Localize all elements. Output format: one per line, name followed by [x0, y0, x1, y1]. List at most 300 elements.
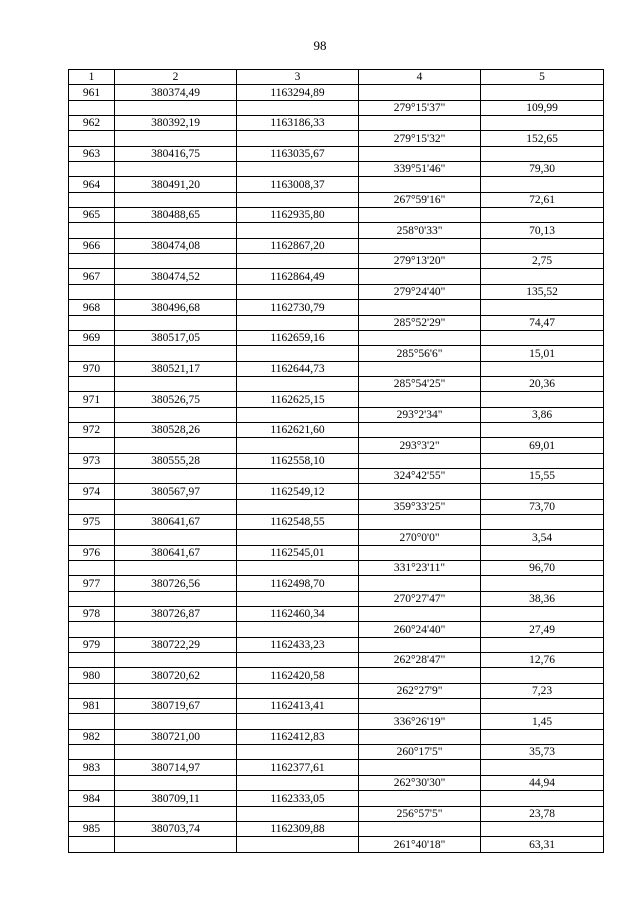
empty-cell [115, 407, 237, 422]
angle-cell: 293°3'2" [359, 438, 481, 453]
x-coordinate-cell: 380709,11 [115, 791, 237, 806]
table-row [69, 637, 604, 652]
empty-cell [69, 223, 115, 238]
point-number-cell: 962 [69, 116, 115, 131]
empty-cell [69, 837, 115, 852]
x-coordinate-cell: 380641,67 [115, 514, 237, 529]
y-coordinate-cell: 1162558,10 [237, 453, 359, 468]
angle-cell: 285°52'29" [359, 315, 481, 330]
x-coordinate-cell: 380392,19 [115, 116, 237, 131]
empty-cell [359, 392, 481, 407]
empty-cell [69, 407, 115, 422]
empty-cell [115, 100, 237, 115]
empty-cell [359, 821, 481, 836]
distance-cell: 79,30 [481, 162, 604, 177]
x-coordinate-cell: 380703,74 [115, 821, 237, 836]
y-coordinate-cell: 1162867,20 [237, 238, 359, 253]
distance-cell: 35,73 [481, 745, 604, 760]
table-row [69, 453, 604, 468]
angle-cell: 339°51'46" [359, 162, 481, 177]
empty-cell [115, 346, 237, 361]
empty-cell [359, 85, 481, 100]
empty-cell [481, 484, 604, 499]
empty-cell [69, 284, 115, 299]
distance-cell: 70,13 [481, 223, 604, 238]
distance-cell: 15,01 [481, 346, 604, 361]
empty-cell [359, 453, 481, 468]
table-row [69, 162, 604, 177]
angle-cell: 336°26'19" [359, 714, 481, 729]
empty-cell [115, 775, 237, 790]
empty-cell [237, 622, 359, 637]
empty-cell [69, 806, 115, 821]
x-coordinate-cell: 380720,62 [115, 668, 237, 683]
empty-cell [481, 821, 604, 836]
x-coordinate-cell: 380528,26 [115, 422, 237, 437]
empty-cell [237, 131, 359, 146]
table-row [69, 622, 604, 637]
empty-cell [69, 561, 115, 576]
table-body [69, 85, 604, 852]
angle-cell: 359°33'25" [359, 499, 481, 514]
header-col-1: 1 [69, 70, 115, 85]
table-row [69, 146, 604, 161]
angle-cell: 260°24'40" [359, 622, 481, 637]
empty-cell [115, 622, 237, 637]
table-row [69, 208, 604, 223]
distance-cell: 7,23 [481, 683, 604, 698]
empty-cell [115, 591, 237, 606]
distance-cell: 96,70 [481, 561, 604, 576]
table-row [69, 131, 604, 146]
empty-cell [115, 653, 237, 668]
x-coordinate-cell: 380488,65 [115, 208, 237, 223]
empty-cell [359, 607, 481, 622]
x-coordinate-cell: 380374,49 [115, 85, 237, 100]
table-row [69, 192, 604, 207]
distance-cell: 152,65 [481, 131, 604, 146]
angle-cell: 279°24'40" [359, 284, 481, 299]
y-coordinate-cell: 1162549,12 [237, 484, 359, 499]
empty-cell [115, 315, 237, 330]
x-coordinate-cell: 380726,56 [115, 576, 237, 591]
y-coordinate-cell: 1163186,33 [237, 116, 359, 131]
x-coordinate-cell: 380491,20 [115, 177, 237, 192]
table-row [69, 300, 604, 315]
distance-cell: 38,36 [481, 591, 604, 606]
y-coordinate-cell: 1162333,05 [237, 791, 359, 806]
empty-cell [359, 668, 481, 683]
distance-cell: 12,76 [481, 653, 604, 668]
empty-cell [115, 223, 237, 238]
angle-cell: 256°57'5" [359, 806, 481, 821]
empty-cell [69, 254, 115, 269]
empty-cell [69, 591, 115, 606]
empty-cell [237, 100, 359, 115]
empty-cell [237, 407, 359, 422]
angle-cell: 331°23'11" [359, 561, 481, 576]
x-coordinate-cell: 380641,67 [115, 545, 237, 560]
y-coordinate-cell: 1162412,83 [237, 729, 359, 744]
point-number-cell: 972 [69, 422, 115, 437]
y-coordinate-cell: 1163294,89 [237, 85, 359, 100]
table-row [69, 821, 604, 836]
table-row [69, 576, 604, 591]
empty-cell [237, 806, 359, 821]
table-row [69, 607, 604, 622]
empty-cell [359, 729, 481, 744]
y-coordinate-cell: 1162413,41 [237, 699, 359, 714]
empty-cell [237, 837, 359, 852]
empty-cell [69, 530, 115, 545]
table-row [69, 775, 604, 790]
table-row [69, 545, 604, 560]
distance-cell: 109,99 [481, 100, 604, 115]
distance-cell: 20,36 [481, 376, 604, 391]
empty-cell [115, 284, 237, 299]
table-row [69, 346, 604, 361]
table-row [69, 745, 604, 760]
x-coordinate-cell: 380496,68 [115, 300, 237, 315]
empty-cell [481, 637, 604, 652]
table-row [69, 116, 604, 131]
empty-cell [237, 192, 359, 207]
empty-cell [237, 745, 359, 760]
y-coordinate-cell: 1162625,15 [237, 392, 359, 407]
empty-cell [69, 346, 115, 361]
table-row [69, 561, 604, 576]
empty-cell [359, 146, 481, 161]
x-coordinate-cell: 380567,97 [115, 484, 237, 499]
empty-cell [481, 576, 604, 591]
empty-cell [481, 116, 604, 131]
table-row [69, 407, 604, 422]
empty-cell [237, 653, 359, 668]
angle-cell: 279°13'20" [359, 254, 481, 269]
empty-cell [115, 683, 237, 698]
header-col-5: 5 [481, 70, 604, 85]
empty-cell [69, 468, 115, 483]
empty-cell [237, 254, 359, 269]
point-number-cell: 979 [69, 637, 115, 652]
table-row [69, 530, 604, 545]
distance-cell: 27,49 [481, 622, 604, 637]
empty-cell [115, 376, 237, 391]
empty-cell [481, 146, 604, 161]
distance-cell: 72,61 [481, 192, 604, 207]
empty-cell [69, 315, 115, 330]
point-number-cell: 967 [69, 269, 115, 284]
empty-cell [69, 131, 115, 146]
table-row [69, 484, 604, 499]
x-coordinate-cell: 380719,67 [115, 699, 237, 714]
point-number-cell: 978 [69, 607, 115, 622]
empty-cell [481, 392, 604, 407]
table-row [69, 499, 604, 514]
point-number-cell: 983 [69, 760, 115, 775]
empty-cell [359, 760, 481, 775]
empty-cell [481, 668, 604, 683]
point-number-cell: 980 [69, 668, 115, 683]
x-coordinate-cell: 380721,00 [115, 729, 237, 744]
distance-cell: 74,47 [481, 315, 604, 330]
x-coordinate-cell: 380526,75 [115, 392, 237, 407]
empty-cell [481, 453, 604, 468]
x-coordinate-cell: 380416,75 [115, 146, 237, 161]
empty-cell [237, 499, 359, 514]
x-coordinate-cell: 380517,05 [115, 330, 237, 345]
table-row [69, 591, 604, 606]
empty-cell [115, 192, 237, 207]
table-row [69, 837, 604, 852]
point-number-cell: 974 [69, 484, 115, 499]
angle-cell: 262°28'47" [359, 653, 481, 668]
distance-cell: 23,78 [481, 806, 604, 821]
distance-cell: 135,52 [481, 284, 604, 299]
empty-cell [481, 514, 604, 529]
empty-cell [359, 300, 481, 315]
table-row [69, 729, 604, 744]
table-row [69, 714, 604, 729]
empty-cell [237, 315, 359, 330]
y-coordinate-cell: 1162433,23 [237, 637, 359, 652]
y-coordinate-cell: 1163035,67 [237, 146, 359, 161]
table-row [69, 238, 604, 253]
table-row [69, 791, 604, 806]
coordinates-table [68, 69, 604, 853]
y-coordinate-cell: 1162621,60 [237, 422, 359, 437]
empty-cell [481, 85, 604, 100]
point-number-cell: 981 [69, 699, 115, 714]
empty-cell [237, 561, 359, 576]
point-number-cell: 961 [69, 85, 115, 100]
empty-cell [481, 300, 604, 315]
table-row [69, 330, 604, 345]
table-row [69, 361, 604, 376]
empty-cell [115, 468, 237, 483]
empty-cell [237, 284, 359, 299]
empty-cell [237, 683, 359, 698]
empty-cell [481, 269, 604, 284]
empty-cell [359, 330, 481, 345]
y-coordinate-cell: 1162498,70 [237, 576, 359, 591]
empty-cell [115, 561, 237, 576]
angle-cell: 261°40'18" [359, 837, 481, 852]
empty-cell [69, 775, 115, 790]
table-row [69, 514, 604, 529]
y-coordinate-cell: 1162659,16 [237, 330, 359, 345]
empty-cell [237, 346, 359, 361]
x-coordinate-cell: 380474,08 [115, 238, 237, 253]
table-row [69, 468, 604, 483]
table-row [69, 269, 604, 284]
empty-cell [359, 545, 481, 560]
y-coordinate-cell: 1162730,79 [237, 300, 359, 315]
header-col-2: 2 [115, 70, 237, 85]
empty-cell [69, 438, 115, 453]
empty-cell [69, 714, 115, 729]
empty-cell [359, 269, 481, 284]
empty-cell [359, 484, 481, 499]
distance-cell: 3,86 [481, 407, 604, 422]
empty-cell [115, 530, 237, 545]
empty-cell [359, 422, 481, 437]
empty-cell [69, 192, 115, 207]
empty-cell [237, 468, 359, 483]
x-coordinate-cell: 380714,97 [115, 760, 237, 775]
angle-cell: 270°27'47" [359, 591, 481, 606]
table-row [69, 653, 604, 668]
distance-cell: 3,54 [481, 530, 604, 545]
empty-cell [69, 683, 115, 698]
x-coordinate-cell: 380521,17 [115, 361, 237, 376]
empty-cell [359, 238, 481, 253]
point-number-cell: 973 [69, 453, 115, 468]
point-number-cell: 966 [69, 238, 115, 253]
header-col-3: 3 [237, 70, 359, 85]
point-number-cell: 971 [69, 392, 115, 407]
y-coordinate-cell: 1162644,73 [237, 361, 359, 376]
x-coordinate-cell: 380555,28 [115, 453, 237, 468]
table-row [69, 223, 604, 238]
empty-cell [115, 162, 237, 177]
point-number-cell: 976 [69, 545, 115, 560]
empty-cell [359, 791, 481, 806]
empty-cell [115, 131, 237, 146]
point-number-cell: 963 [69, 146, 115, 161]
empty-cell [481, 422, 604, 437]
distance-cell: 63,31 [481, 837, 604, 852]
empty-cell [481, 361, 604, 376]
angle-cell: 279°15'37" [359, 100, 481, 115]
empty-cell [481, 791, 604, 806]
y-coordinate-cell: 1163008,37 [237, 177, 359, 192]
empty-cell [69, 376, 115, 391]
empty-cell [237, 162, 359, 177]
empty-cell [359, 177, 481, 192]
table-row [69, 683, 604, 698]
empty-cell [237, 591, 359, 606]
angle-cell: 293°2'34" [359, 407, 481, 422]
point-number-cell: 968 [69, 300, 115, 315]
empty-cell [115, 438, 237, 453]
empty-cell [115, 806, 237, 821]
header-col-4: 4 [359, 70, 481, 85]
point-number-cell: 977 [69, 576, 115, 591]
y-coordinate-cell: 1162309,88 [237, 821, 359, 836]
table-row [69, 254, 604, 269]
empty-cell [115, 837, 237, 852]
empty-cell [115, 745, 237, 760]
table-header-row [69, 70, 604, 85]
empty-cell [359, 361, 481, 376]
table-row [69, 85, 604, 100]
empty-cell [481, 208, 604, 223]
page-number: 98 [313, 38, 327, 53]
x-coordinate-cell: 380474,52 [115, 269, 237, 284]
empty-cell [481, 699, 604, 714]
table-row [69, 315, 604, 330]
y-coordinate-cell: 1162935,80 [237, 208, 359, 223]
angle-cell: 262°27'9" [359, 683, 481, 698]
empty-cell [359, 208, 481, 223]
empty-cell [481, 760, 604, 775]
point-number-cell: 984 [69, 791, 115, 806]
y-coordinate-cell: 1162460,34 [237, 607, 359, 622]
distance-cell: 69,01 [481, 438, 604, 453]
empty-cell [359, 514, 481, 529]
table-row [69, 100, 604, 115]
empty-cell [237, 530, 359, 545]
empty-cell [481, 545, 604, 560]
angle-cell: 260°17'5" [359, 745, 481, 760]
empty-cell [237, 714, 359, 729]
empty-cell [237, 775, 359, 790]
y-coordinate-cell: 1162545,01 [237, 545, 359, 560]
angle-cell: 258°0'33" [359, 223, 481, 238]
point-number-cell: 969 [69, 330, 115, 345]
table-row [69, 392, 604, 407]
y-coordinate-cell: 1162548,55 [237, 514, 359, 529]
empty-cell [359, 116, 481, 131]
empty-cell [359, 637, 481, 652]
point-number-cell: 970 [69, 361, 115, 376]
y-coordinate-cell: 1162377,61 [237, 760, 359, 775]
table-row [69, 760, 604, 775]
point-number-cell: 965 [69, 208, 115, 223]
empty-cell [481, 330, 604, 345]
empty-cell [69, 653, 115, 668]
x-coordinate-cell: 380726,87 [115, 607, 237, 622]
empty-cell [69, 100, 115, 115]
empty-cell [69, 622, 115, 637]
empty-cell [481, 238, 604, 253]
angle-cell: 285°56'6" [359, 346, 481, 361]
empty-cell [237, 223, 359, 238]
point-number-cell: 964 [69, 177, 115, 192]
y-coordinate-cell: 1162864,49 [237, 269, 359, 284]
empty-cell [237, 438, 359, 453]
empty-cell [481, 607, 604, 622]
point-number-cell: 975 [69, 514, 115, 529]
angle-cell: 262°30'30" [359, 775, 481, 790]
table-row [69, 438, 604, 453]
table-row [69, 177, 604, 192]
empty-cell [69, 499, 115, 514]
empty-cell [115, 499, 237, 514]
angle-cell: 279°15'32" [359, 131, 481, 146]
empty-cell [481, 729, 604, 744]
table-row [69, 422, 604, 437]
y-coordinate-cell: 1162420,58 [237, 668, 359, 683]
table-row [69, 699, 604, 714]
point-number-cell: 982 [69, 729, 115, 744]
empty-cell [481, 177, 604, 192]
table-row [69, 376, 604, 391]
empty-cell [359, 699, 481, 714]
empty-cell [69, 162, 115, 177]
angle-cell: 267°59'16" [359, 192, 481, 207]
distance-cell: 2,75 [481, 254, 604, 269]
angle-cell: 270°0'0" [359, 530, 481, 545]
empty-cell [359, 576, 481, 591]
table-row [69, 806, 604, 821]
distance-cell: 44,94 [481, 775, 604, 790]
point-number-cell: 985 [69, 821, 115, 836]
empty-cell [69, 745, 115, 760]
table-row [69, 668, 604, 683]
distance-cell: 1,45 [481, 714, 604, 729]
